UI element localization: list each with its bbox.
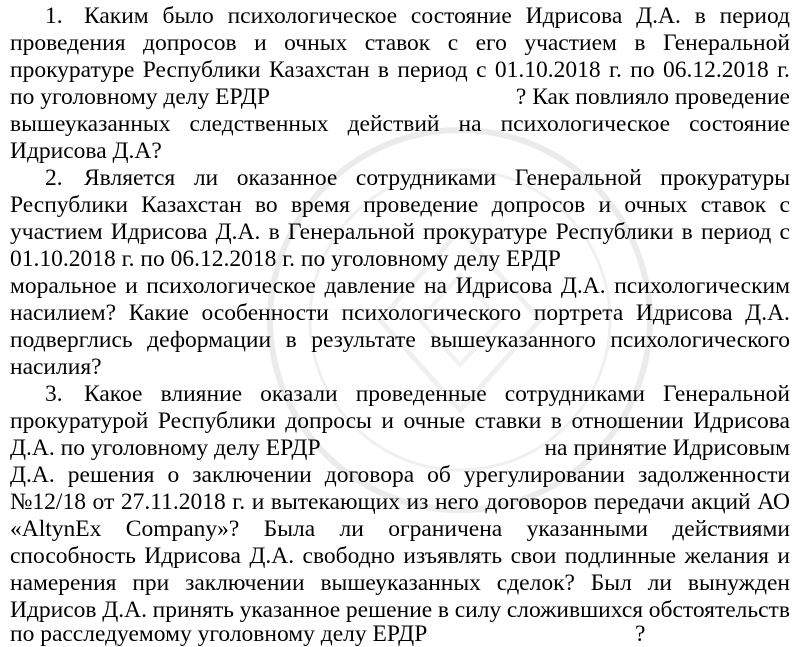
word: период [719,3,790,29]
word: Идрисова [635,300,733,326]
word: психологическое [146,273,316,299]
word: психологическое [500,111,671,137]
word: допросы [285,408,372,434]
word: Каким [84,3,149,29]
word: урегулировании [463,462,625,488]
word: допросов [142,30,237,56]
word: 27.11.2018 [120,489,226,515]
word: указанное [239,597,341,623]
word: Д.А. [636,3,681,29]
word: прокуратуре [10,57,135,83]
word: договоров [485,489,588,515]
word: Д.А. [560,273,606,299]
word: в [550,408,562,434]
word: сделок? [496,570,575,596]
word: свои [510,543,557,569]
word: задолженности [637,462,790,488]
word: его [475,30,507,56]
text-after-redaction: ? [635,621,646,647]
word: в [694,3,706,29]
word: Была [263,516,316,542]
word: с [476,57,487,83]
word: г. [777,57,790,83]
text-before-redaction: Д.А. по уголовному делу ЕРДР [10,435,321,461]
word: Идрисова [525,3,623,29]
word: вытекающих [270,489,400,515]
word: Казахстан [141,192,242,218]
word: Д.А. [745,300,790,326]
item-1-line-2 [10,29,790,57]
word: принять [152,597,234,623]
word: и [777,543,790,569]
word: допросов [491,192,586,218]
item-1-line-1 [45,2,790,30]
word: состояние [410,3,512,29]
word: ли [647,570,672,596]
item-1-number: 1. [45,3,63,29]
word: о [167,462,180,488]
item-2-line-4 [10,245,790,273]
word: Казахстан [268,57,370,83]
item-2-line-1 [45,164,790,192]
item-1-line-3 [10,56,790,84]
item-3-line-8 [10,569,790,597]
word: вынужден [687,570,790,596]
word: решение [345,597,433,623]
word: желания [684,543,769,569]
word: Д.А. [10,462,55,488]
word: было [162,3,214,29]
word: заключении [192,462,312,488]
word: Д.А. [249,543,295,569]
word: указанными [526,516,648,542]
word: подверглись [10,327,133,353]
word: него [434,489,479,515]
word: результате [311,327,416,353]
word: психологического [610,327,790,353]
word: проведения [10,30,126,56]
word: Генеральной [514,165,642,191]
word: Генеральной [662,30,790,56]
word: насилием? [10,300,117,326]
item-3-number: 3. [45,381,63,407]
word: 06.12.2018 [662,57,769,83]
item-3-line-6 [10,515,790,543]
word: ли [339,516,364,542]
word: очных [624,192,688,218]
item-2-line-7 [10,326,790,354]
word: г. [609,57,622,83]
word: в [681,219,693,245]
word: давление [324,273,416,299]
word: Является [84,165,176,191]
word: участием [524,30,617,56]
word: время [290,192,350,218]
word: вышеуказанного [430,327,596,353]
word: Генеральной [663,381,790,407]
word: решения [67,462,155,488]
word: с [779,192,790,218]
word: Идрисова [144,543,241,569]
word: Идрисов [10,597,97,623]
word: ли [193,165,219,191]
item-2-line-2 [10,191,790,219]
word: АО [757,489,790,515]
word: проведение [363,192,479,218]
word: состояние [689,111,790,137]
word: «AltynEx [10,516,102,542]
item-2-line-3 [10,218,790,246]
word: ставок [364,30,431,56]
word: способность [10,543,136,569]
word: период [397,57,468,83]
item-2-line-5 [10,272,790,300]
word: психологического [341,300,522,326]
word: действиями [672,516,790,542]
word: намерения [10,570,117,596]
word: подлинные [564,543,677,569]
word: период [700,219,772,245]
word: портрета [533,300,624,326]
word: ставки [474,408,542,434]
word: очных [284,30,348,56]
item-2-line-6 [10,299,790,327]
word: обстоятельств [648,597,790,623]
item-1-line-6 [10,137,790,165]
word: очные [403,408,466,434]
item-3-line-4 [10,461,790,489]
word: в [437,597,449,623]
text-before-redaction: по расследуемому уголовному делу ЕРДР [10,621,428,647]
word: Д.А. [102,597,147,623]
item-3-line-10 [10,620,790,647]
word: ограничена [388,516,503,542]
word: силу [454,597,502,623]
word: Идрисова [110,219,208,245]
word: моральное [10,273,117,299]
word: от [92,489,115,515]
word: сотрудниками [355,165,497,191]
word: и [381,408,394,434]
word: психологическое [227,3,398,29]
text-after-redaction: на принятие Идрисовым [544,435,790,461]
word: изъявлять [403,543,503,569]
word: передачи [593,489,685,515]
word: деформации [147,327,272,353]
word: по [630,57,655,83]
word: об [427,462,451,488]
word: Был [590,570,632,596]
word: ставок [700,192,767,218]
word: влияние [160,381,243,407]
word: свободно [302,543,395,569]
word: в [268,219,280,245]
word: на [423,273,447,299]
word: Company»? [125,516,240,542]
word: оказали [260,381,338,407]
word: проведенные [355,381,487,407]
word: и [251,489,265,515]
item-3-line-5 [10,488,790,516]
word: следственных [189,111,329,137]
word: прокуратурой [10,408,149,434]
word: из [406,489,429,515]
word: при [132,570,170,596]
item-3-line-2 [10,407,790,435]
word: особенности [201,300,329,326]
word: вышеуказанных [10,111,171,137]
word: и [125,273,138,299]
word: оказанное [236,165,338,191]
word: на [458,111,482,137]
item-1-line-5 [10,110,790,138]
item-2-line-8 [10,353,790,381]
word: Д.А. [215,219,261,245]
item-3-line-7 [10,542,790,570]
text-after-redaction: ? Как повлияло проведение [515,84,790,110]
word: акций [691,489,751,515]
word: Какое [84,381,143,407]
word: отношении [571,408,684,434]
word: сложившихся [506,597,644,623]
word: Идрисова [693,408,790,434]
text-before-redaction: по уголовному делу ЕРДР [10,84,270,110]
text: насилия? [10,354,102,380]
text: 01.10.2018 г. по 06.12.2018 г. по уголовному делу ЕРДР [10,246,561,272]
word: прокуратуре [423,219,548,245]
word: Республики [555,219,674,245]
word: во [255,192,278,218]
word: заключении [185,570,305,596]
word: в [377,57,390,83]
word: в [634,30,646,56]
word: вышеуказанных [320,570,481,596]
word: с [779,219,790,245]
word: и [254,30,267,56]
word: г. [232,489,246,515]
word: Республики [142,57,261,83]
word: с [447,30,459,56]
word: в [285,327,297,353]
word: и [598,192,612,218]
word: участием [10,219,103,245]
text: Идрисова Д.А? [10,138,162,164]
word: №12/18 [10,489,86,515]
word: психологическим [614,273,790,299]
word: договора [324,462,415,488]
word: Республики [157,408,276,434]
item-2-number: 2. [45,165,63,191]
word: сотрудниками [504,381,645,407]
word: действий [347,111,440,137]
item-3-line-1 [45,380,790,408]
item-1-line-4 [10,83,790,111]
word: Идрисова [455,273,553,299]
word: Какие [128,300,189,326]
word: 01.10.2018 [494,57,601,83]
word: прокуратуры [660,165,790,191]
word: Генеральной [287,219,415,245]
word: Республики [10,192,128,218]
item-3-line-3 [10,434,790,462]
